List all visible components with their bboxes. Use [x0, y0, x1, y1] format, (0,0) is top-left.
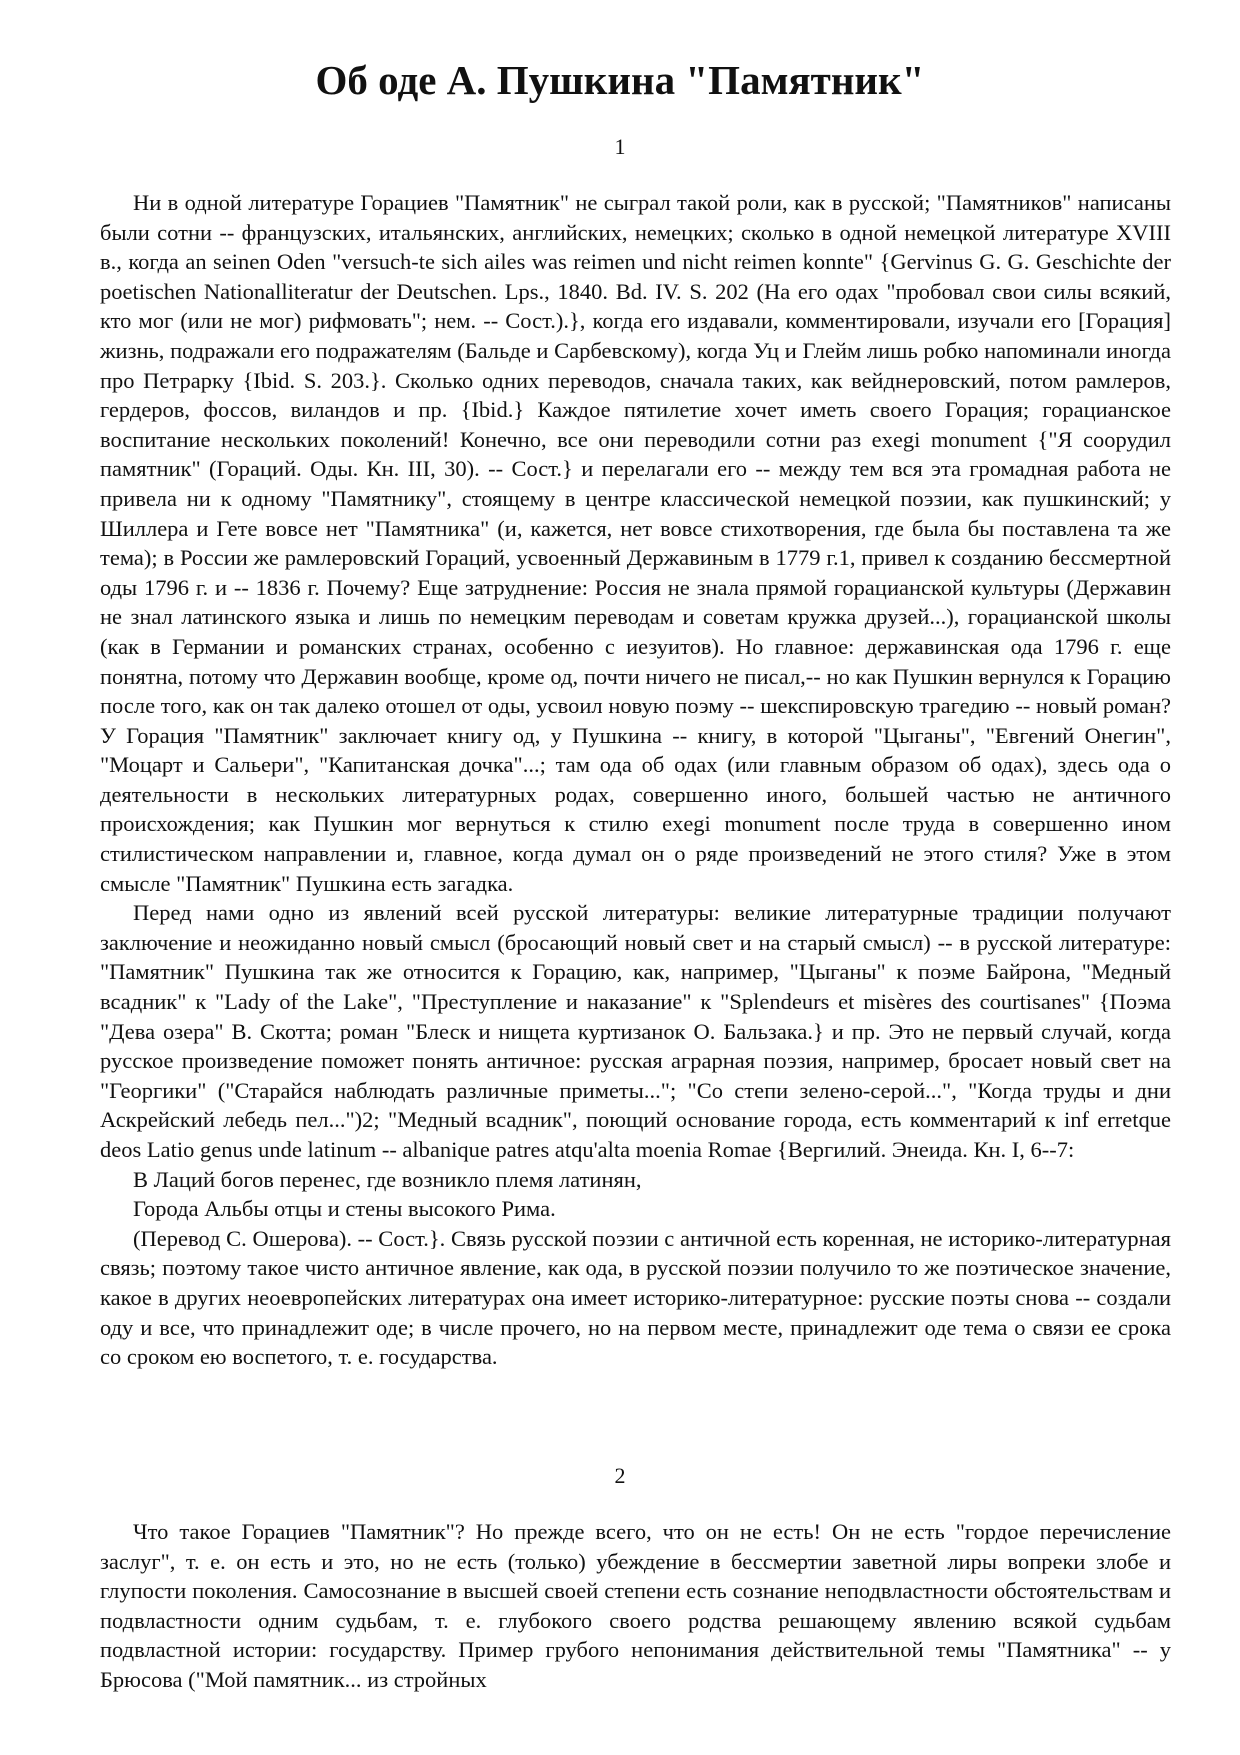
section-2-body [100, 1517, 1171, 1695]
section-number-2: 2 [614, 1463, 626, 1488]
paragraph: Ни в одной литературе Горациев "Памятник" не сыграл такой роли, как в русской; "Памятников" написаны были сотни -- французских, итальянских, английских, немецких; сколько в одной немецкой литературе XVIII в., когда an seinen Oden "versuch-te sich ailes was reimen und nicht reimen konnte" {Gervinus G. G. Geschichte der poetischen Nationalliteratur der Deutschen. Lps., 1840. Bd. IV. S. 202 (На его одах "пробовал свои силы всякий, кто мог (или не мог) рифмовать"; нем. -- Сост.).}, когда его издавали, комментировали, изучали его [Горация] жизнь, подражали его подражателям (Бальде и Сарбевскому), когда Уц и Глейм лишь робко напоминали иногда про Петрарку {Ibid. S. 203.}. Сколько одних переводов, сначала таких, как вейднеровский, потом рамлеров, гердеров, фоссов, виландов и пр. {Ibid.} Каждое пятилетие хочет иметь своего Горация; горацианское воспитание нескольких поколений! Конечно, все они переводили сотни раз exegi monument {"Я соорудил памятник" (Гораций. Оды. Кн. III, 30). -- Сост.} и перелагали его -- между тем вся эта громадная работа не привела ни к одному "Памятнику", стоящему в центре классической немецкой поэзии, как пушкинский; у Шиллера и Гете вовсе нет "Памятника" (и, кажется, нет вовсе стихотворения, где была бы поставлена та же тема); в России же рамлеровский Гораций, усвоенный Державиным в 1779 г.1, привел к созданию бессмертной оды 1796 г. и -- 1836 г. Почему? Еще затруднение: Россия не знала прямой горацианской культуры (Державин не знал латинского языка и лишь по немецким переводам и советам кружка друзей...), горацианской школы (как в Германии и романских странах, особенно с иезуитов). Но главное: державинская ода 1796 г. еще понятна, потому что Державин вообще, кроме од, почти ничего не писал,-- но как Пушкин вернулся к Горацию после того, как он так далеко отошел от оды, усвоил новую поэму -- шекспировскую трагедию -- новый роман? У Горация "Памятник" заключает книгу од, у Пушкина -- книгу, в которой "Цыганы", "Евгений Онегин", "Моцарт и Сальери", "Капитанская дочка"...; там ода об одах (или главным образом об одах), здесь ода о деятельности в нескольких литературных родах, совершенно иного, большей частью не античного происхождения; как Пушкин мог вернуться к стилю exegi monument после труда в совершенно ином стилистическом направлении и, главное, когда думал он о ряде произведений не этого стиля? Уже в этом смысле "Памятник" Пушкина есть загадка. [100, 190, 1171, 896]
section-number-1: 1 [614, 134, 626, 159]
page-title: Об оде А. Пушкина "Памятник" [315, 57, 925, 103]
section-1-body [100, 188, 1171, 1372]
paragraph: (Перевод С. Ошерова). -- Сост.}. Связь русской поэзии с античной есть коренная, не историко-литературная связь; поэтому такое чисто античное явление, как ода, в русской поэзии получило то же поэтическое значение, какое в других неоевропейских литературах она имеет историко-литературное: русские поэты снова -- создали оду и все, что принадлежит оде; в числе прочего, но на первом месте, принадлежит оде тема о связи ее срока со сроком ею воспетого, т. е. государства. [100, 1225, 1171, 1370]
verse-line: В Лаций богов перенес, где возникло племя латинян, [133, 1166, 642, 1192]
verse-line: Города Альбы отцы и стены высокого Рима. [133, 1196, 556, 1222]
paragraph: Перед нами одно из явлений всей русской литературы: великие литературные традиции получают заключение и неожиданно новый смысл (бросающий новый свет и на старый смысл) -- в русской литературе: "Памятник" Пушкина так же относится к Горацию, как, например, "Цыганы" к поэме Байрона, "Медный всадник" к "Lady of the Lake", "Преступление и наказание" к "Splendeurs et misères des courtisanes" {Поэма "Дева озера" В. Скотта; роман "Блеск и нищета куртизанок О. Бальзака.} и пр. Это не первый случай, когда русское произведение поможет понять античное: русская аграрная поэзия, например, бросает новый свет на "Георгики" ("Старайся наблюдать различные приметы..."; "Со степи зелено-серой...", "Когда труды и дни Аскрейский лебедь пел...")2; "Медный всадник", поющий основание города, есть комментарий к inf erretque deos Latio genus unde latinum -- albanique patres atqu'alta moenia Romae {Вергилий. Энеида. Кн. I, 6--7: [100, 900, 1171, 1162]
paragraph: Что такое Горациев "Памятник"? Но прежде всего, что он не есть! Он не есть "гордое перечисление заслуг", т. е. он есть и это, но не есть (только) убеждение в бессмертии заветной лиры вопреки злобе и глупости поколения. Самосознание в высшей своей степени есть сознание неподвластности обстоятельствам и подвластности одним судьбам, т. е. глубокого своего родства решающему явлению всякой судьбам подвластной истории: государству. Пример грубого непонимания действительной темы "Памятника" -- у Брюсова ("Мой памятник... из стройных [100, 1519, 1171, 1692]
